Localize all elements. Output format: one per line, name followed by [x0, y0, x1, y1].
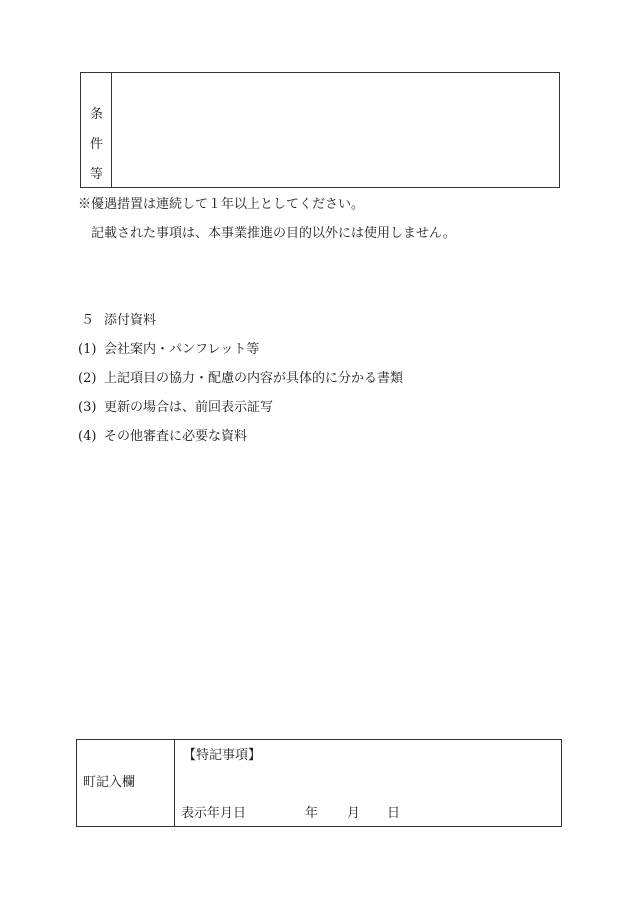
attachments-heading: 添付資料: [104, 313, 157, 328]
preferential-note: ※優遇措置は連続して１年以上としてください。: [78, 197, 365, 212]
conditions-table: [80, 72, 560, 188]
day-label: 日: [387, 806, 401, 821]
attachment-item-text: その他審査に必要な資料: [104, 429, 248, 444]
office-use-table: [76, 739, 562, 827]
display-date-label: 表示年月日: [181, 806, 247, 821]
attachment-item-text: 更新の場合は、前回表示証写: [104, 400, 274, 415]
attachment-item-text: 会社案内・パンフレット等: [104, 342, 260, 357]
attachment-item-number: (2): [78, 371, 97, 386]
conditions-label-char: 条: [89, 107, 103, 122]
month-label: 月: [347, 806, 361, 821]
conditions-label-char: 等: [89, 167, 103, 182]
office-use-label-cell: [77, 740, 175, 826]
special-notes-title: 【特記事項】: [183, 748, 262, 763]
year-label: 年: [305, 806, 319, 821]
attachment-item-number: (1): [78, 342, 97, 357]
conditions-content-cell[interactable]: [112, 73, 559, 187]
attachment-item-number: (4): [78, 429, 97, 444]
conditions-label-column: [81, 73, 112, 187]
attachments-heading-number: ５: [81, 313, 95, 328]
office-use-label: 町記入欄: [83, 775, 136, 790]
attachment-item-number: (3): [78, 400, 97, 415]
privacy-note: 記載された事項は、本事業推進の目的以外には使用しません。: [91, 226, 456, 241]
office-use-content-cell[interactable]: [175, 740, 561, 826]
attachment-item-text: 上記項目の協力・配慮の内容が具体的に分かる書類: [104, 371, 404, 386]
conditions-label-char: 件: [89, 137, 103, 152]
